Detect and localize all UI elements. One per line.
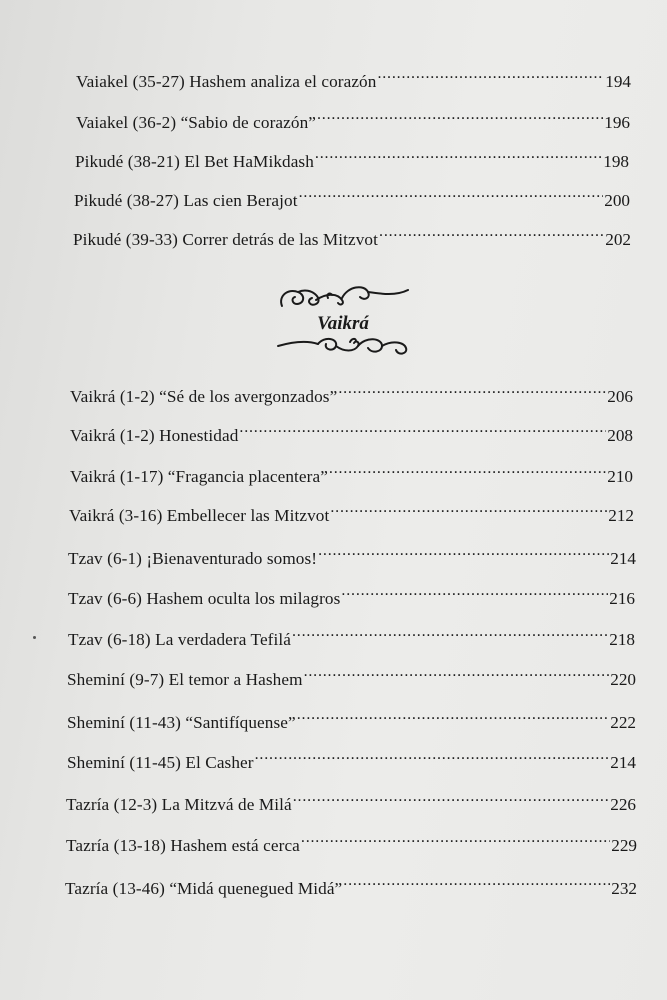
- toc-entry-page: 214: [610, 753, 636, 772]
- toc-entry-title: Tazría (13-46) “Midá quenegued Midá”: [65, 879, 343, 898]
- toc-entry-title: Vaiakel (35-27) Hashem analiza el corazón: [76, 72, 377, 91]
- toc-entry-title: Sheminí (11-45) El Casher: [67, 753, 254, 772]
- toc-entry-page: 202: [605, 230, 631, 249]
- toc-entry-title: Tzav (6-1) ¡Bienaventurado somos!: [68, 549, 318, 568]
- toc-entry-page: 196: [604, 113, 630, 132]
- toc-entry: [74, 180, 630, 210]
- toc-entry-page: 222: [610, 713, 636, 732]
- toc-entry-title: Vaiakel (36-2) “Sabio de corazón”: [76, 113, 316, 132]
- toc-entry: [68, 619, 635, 649]
- toc-leader-dots: [377, 61, 604, 87]
- toc-entry-title: Sheminí (9-7) El temor a Hashem: [67, 670, 303, 689]
- toc-entry: [65, 868, 637, 898]
- toc-entry-title: Sheminí (11-43) “Santifíquense”: [67, 713, 296, 732]
- toc-entry-title: Pikudé (38-21) El Bet HaMikdash: [75, 152, 314, 171]
- toc-entry-title: Vaikrá (3-16) Embellecer las Mitzvot: [69, 506, 330, 525]
- toc-entry-page: 218: [609, 630, 635, 649]
- toc-entry: [68, 538, 636, 568]
- toc-leader-dots: [239, 415, 606, 441]
- toc-entry: [68, 578, 635, 608]
- toc-leader-dots: [301, 825, 610, 851]
- toc-leader-dots: [330, 495, 607, 521]
- toc-entry: [70, 456, 633, 486]
- toc-entry: [75, 141, 629, 171]
- toc-leader-dots: [304, 659, 610, 685]
- toc-entry: [67, 742, 636, 772]
- toc-leader-dots: [315, 141, 602, 167]
- toc-entry: [76, 61, 631, 91]
- toc-entry: [66, 825, 637, 855]
- toc-entry: [66, 784, 636, 814]
- toc-entry-page: 216: [609, 589, 635, 608]
- toc-leader-dots: [338, 376, 606, 402]
- toc-entry-title: Pikudé (39-33) Correr detrás de las Mitzvot: [73, 230, 379, 249]
- toc-leader-dots: [317, 102, 603, 128]
- toc-leader-dots: [293, 784, 610, 810]
- toc-entry-title: Pikudé (38-27) Las cien Berajot: [74, 191, 298, 210]
- toc-leader-dots: [341, 578, 608, 604]
- toc-entry: [73, 219, 631, 249]
- toc-entry-page: 210: [607, 467, 633, 486]
- toc-entry-page: 229: [611, 836, 637, 855]
- toc-entry-page: 200: [604, 191, 630, 210]
- section-heading: Vaikrá: [317, 313, 369, 334]
- toc-leader-dots: [297, 702, 610, 728]
- toc-entry-page: 206: [607, 387, 633, 406]
- toc-entry-page: 212: [608, 506, 634, 525]
- toc-entry-title: Tazría (13-18) Hashem está cerca: [66, 836, 300, 855]
- toc-entry: [69, 495, 634, 525]
- toc-leader-dots: [379, 219, 604, 245]
- toc-entry: [70, 376, 633, 406]
- toc-entry-title: Tazría (12-3) La Mitzvá de Milá: [66, 795, 292, 814]
- toc-entry-title: Vaikrá (1-17) “Fragancia placentera”: [70, 467, 328, 486]
- toc-entry-page: 232: [611, 879, 637, 898]
- toc-entry-title: Tzav (6-6) Hashem oculta los milagros: [68, 589, 341, 608]
- toc-entry: [76, 102, 630, 132]
- toc-entry-page: 194: [605, 72, 631, 91]
- toc-entry: [67, 702, 636, 732]
- toc-entry-page: 198: [603, 152, 629, 171]
- toc-entry-page: 220: [610, 670, 636, 689]
- toc-leader-dots: [343, 868, 610, 894]
- margin-speck: [33, 636, 36, 639]
- toc-leader-dots: [292, 619, 608, 645]
- toc-entry-page: 208: [607, 426, 633, 445]
- toc-leader-dots: [318, 538, 609, 564]
- toc-entry-page: 226: [610, 795, 636, 814]
- toc-entry: [67, 659, 636, 689]
- toc-entry: [70, 415, 633, 445]
- toc-leader-dots: [255, 742, 610, 768]
- toc-entry-title: Vaikrá (1-2) Honestidad: [70, 426, 239, 445]
- toc-entry-page: 214: [610, 549, 636, 568]
- toc-leader-dots: [329, 456, 606, 482]
- toc-leader-dots: [299, 180, 604, 206]
- toc-entry-title: Vaikrá (1-2) “Sé de los avergonzados”: [70, 387, 338, 406]
- toc-entry-title: Tzav (6-18) La verdadera Tefilá: [68, 630, 291, 649]
